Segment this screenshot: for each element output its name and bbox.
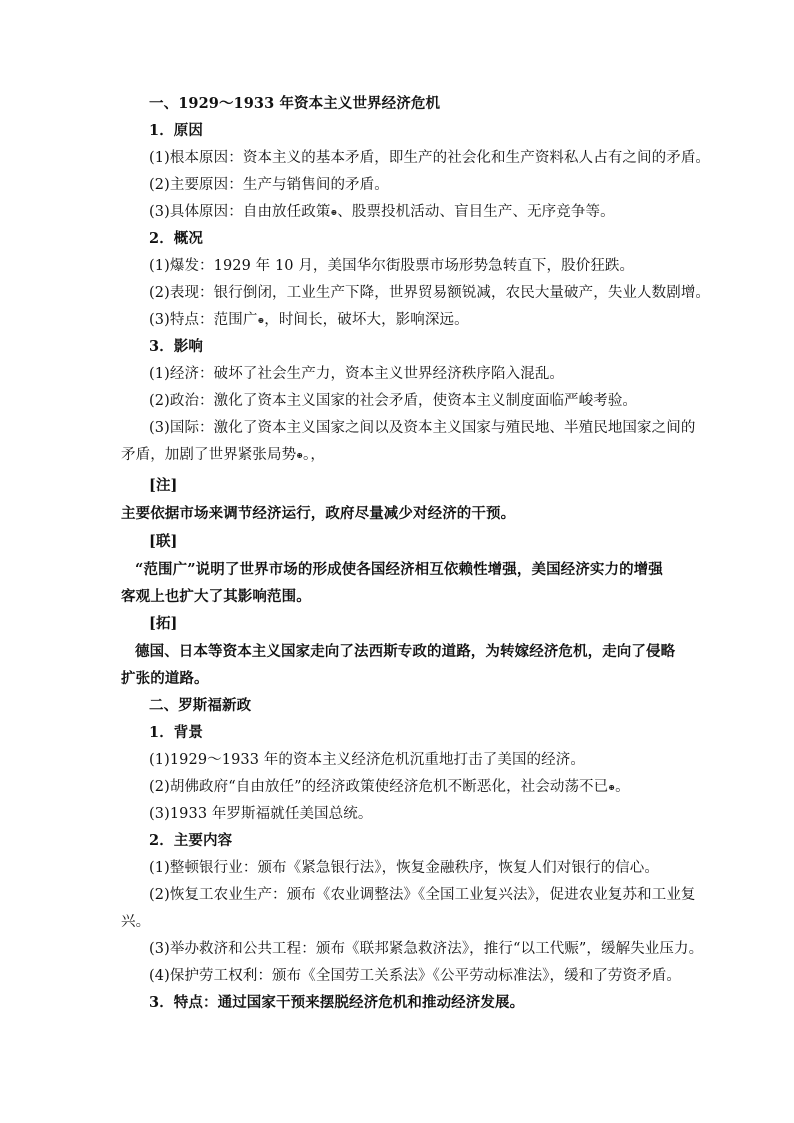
cause-line-1: (1)根本原因：资本主义的基本矛盾，即生产的社会化和生产资料私人占有之间的矛盾。 (149, 150, 711, 166)
content-line-4: (4)保护劳工权利：颁布《全国劳工关系法》《公平劳动标准法》，缓和了劳资矛盾。 (149, 968, 681, 984)
impact-line-3: (3)国际：激化了资本主义国家之间以及资本主义国家与殖民地、半殖民地国家之间的 (149, 420, 696, 436)
note-text: 主要依据市场来调节经济运行，政府尽量减少对经济的干预。 (121, 505, 516, 522)
link-tag: [联] (149, 533, 178, 550)
impact-line-4-text-a: 矛盾，加剧了世界紧张局势 (121, 447, 297, 463)
bg-line-2-text-a: (2)胡佛政府“自由放任”的经济政策使经济危机不断恶化，社会动荡不已 (149, 779, 609, 795)
impact-line-4 (121, 445, 681, 465)
section-1-title: 一、1929～1933 年资本主义世界经济危机 (149, 95, 441, 112)
impact-line-4-text-b: 。， (303, 447, 325, 463)
bg-line-2-text-b: 。 (615, 779, 630, 795)
overview-line-3-text-b: ，时间长，破坏大，影响深远。 (264, 312, 469, 328)
impact-heading: 3．影响 (149, 338, 203, 355)
link-line-1: “范围广”说明了世界市场的形成使各国经济相互依赖性增强，美国经济实力的增强 (135, 561, 663, 578)
bg-marker-icon: ⊕ (608, 782, 616, 792)
cause-line-3-text-b: 、股票投机活动、盲目生产、无序竞争等。 (337, 204, 615, 220)
note-tag: [注] (149, 477, 178, 494)
ext-tag: [拓] (149, 615, 178, 632)
cause-line-3 (149, 202, 709, 222)
cause-line-3-text-a: (3)具体原因：自由放任政策 (149, 204, 331, 220)
overview-line-3 (149, 310, 709, 330)
content-line-1: (1)整顿银行业：颁布《紧急银行法》，恢复金融秩序，恢复人们对银行的信心。 (149, 860, 659, 876)
impact-line-1: (1)经济：破坏了社会生产力，资本主义世界经济秩序陷入混乱。 (149, 366, 565, 382)
content-line-2b: 兴。 (121, 914, 151, 930)
section-2-title: 二、罗斯福新政 (149, 697, 252, 714)
content-line-3: (3)举办救济和公共工程：颁布《联邦紧急救济法》，推行“以工代赈”，缓解失业压力。 (149, 941, 704, 957)
impact-line-2: (2)政治：激化了资本主义国家的社会矛盾，使资本主义制度面临严峻考验。 (149, 393, 638, 409)
bg-line-2 (149, 777, 709, 797)
bg-line-3: (3)1933 年罗斯福就任美国总统。 (149, 806, 373, 822)
content-line-2: (2)恢复工农业生产：颁布《农业调整法》《全国工业复兴法》，促进农业复苏和工业复 (149, 887, 696, 903)
bg-heading: 1．背景 (149, 724, 203, 741)
overview-line-3-text-a: (3)特点：范围广 (149, 312, 258, 328)
cause-heading: 1．原因 (149, 122, 203, 139)
ext-marker-icon: ⊕ (296, 450, 304, 460)
note-marker-icon: ⊕ (330, 207, 338, 217)
bg-line-1: (1)1929～1933 年的资本主义经济危机沉重地打击了美国的经济。 (149, 752, 585, 768)
cause-line-2: (2)主要原因：生产与销售间的矛盾。 (149, 177, 389, 193)
link-line-2: 客观上也扩大了其影响范围。 (121, 588, 311, 605)
feature-line: 3．特点：通过国家干预来摆脱经济危机和推动经济发展。 (149, 994, 525, 1011)
overview-line-1: (1)爆发：1929 年 10 月，美国华尔街股票市场形势急转直下，股价狂跌。 (149, 258, 635, 274)
overview-line-2: (2)表现：银行倒闭，工业生产下降，世界贸易额锐减，农民大量破产，失业人数剧增。 (149, 285, 711, 301)
ext-line-2: 扩张的道路。 (121, 670, 209, 687)
ext-line-1: 德国、日本等资本主义国家走向了法西斯专政的道路，为转嫁经济危机，走向了侵略 (135, 643, 676, 660)
overview-heading: 2．概况 (149, 230, 203, 247)
content-heading: 2．主要内容 (149, 832, 233, 849)
link-marker-icon: ⊕ (257, 315, 265, 325)
